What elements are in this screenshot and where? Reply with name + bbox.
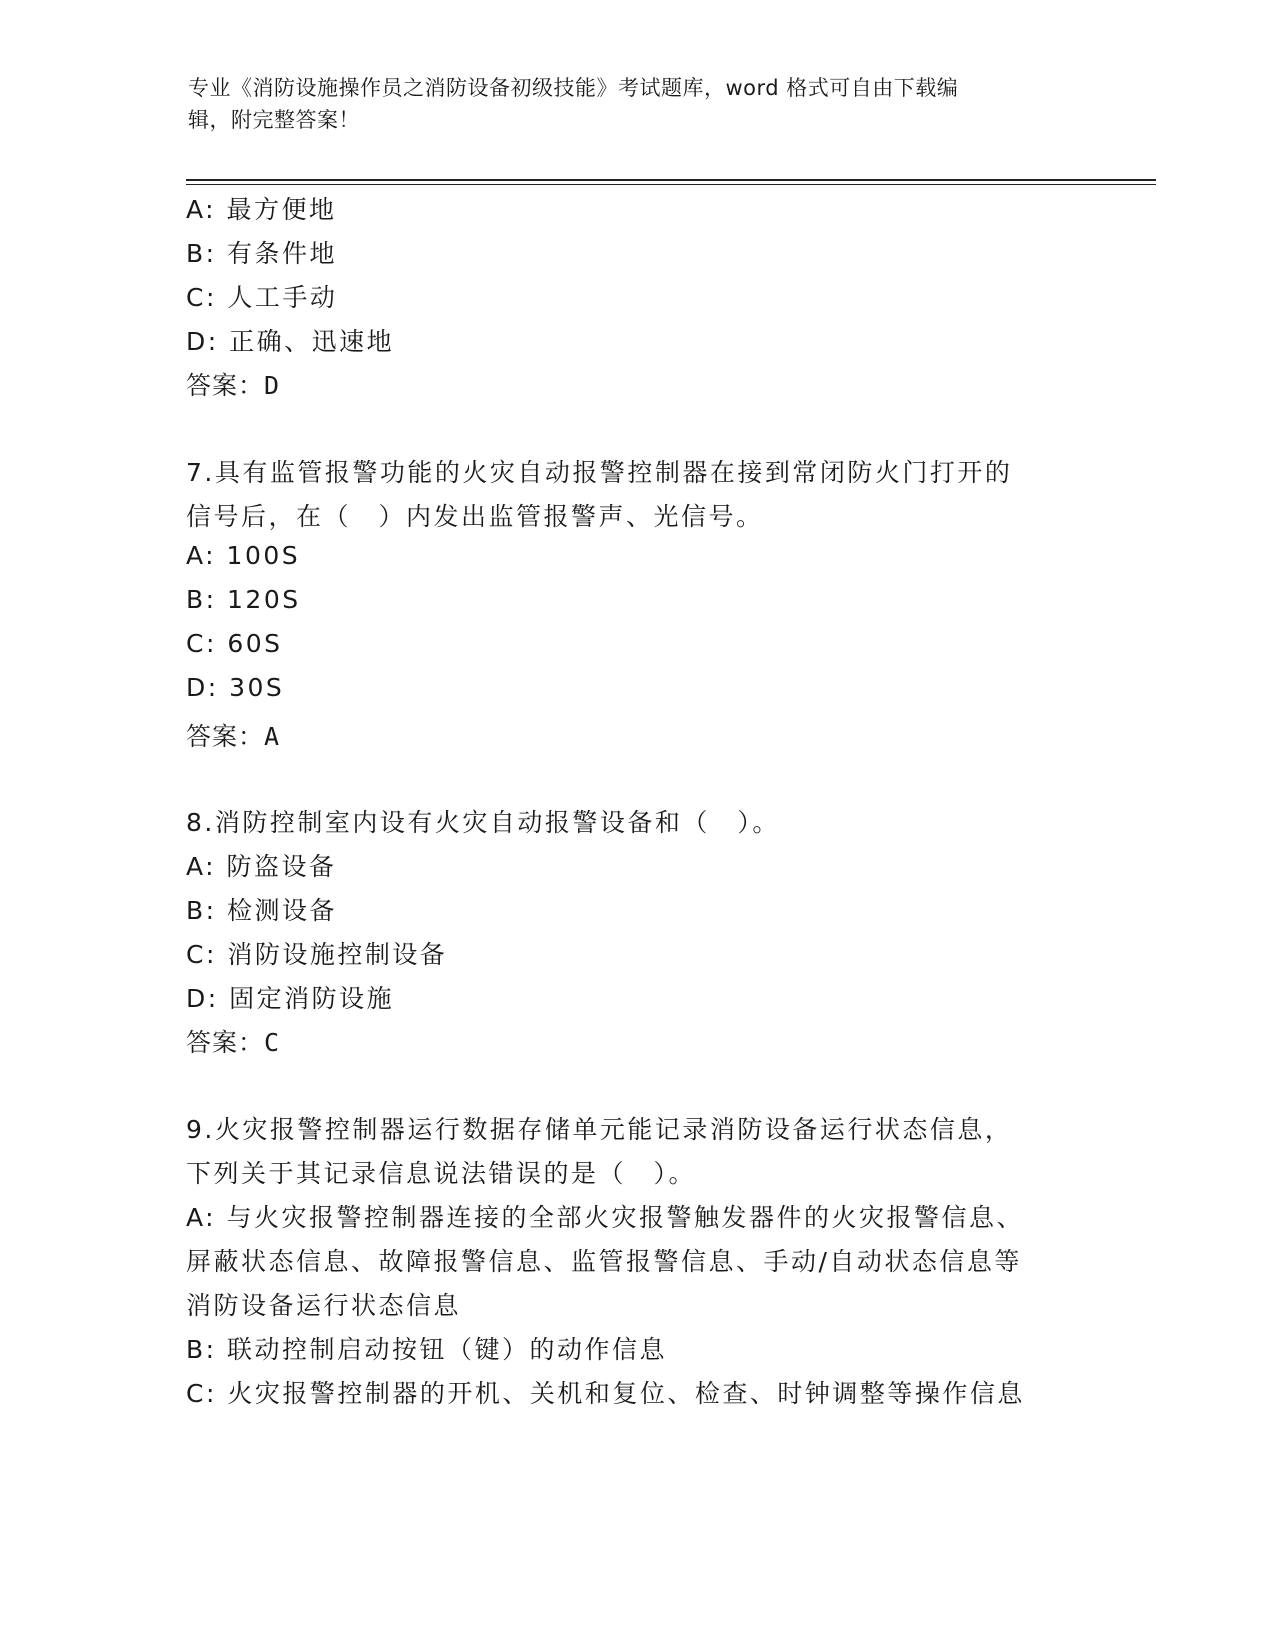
q7-option-b: B: 120S xyxy=(186,585,301,614)
q9-option-a-line-1: A: 与火灾报警控制器连接的全部火灾报警触发器件的火灾报警信息、 xyxy=(186,1203,1025,1232)
q8-option-c: C: 消防设施控制设备 xyxy=(186,940,448,969)
document-header xyxy=(188,72,1068,136)
q9-option-c: C: 火灾报警控制器的开机、关机和复位、检查、时钟调整等操作信息 xyxy=(186,1379,1025,1408)
header-line-2: 辑，附完整答案！ xyxy=(188,108,360,132)
q9-stem-line-1: 9.火灾报警控制器运行数据存储单元能记录消防设备运行状态信息， xyxy=(186,1115,1013,1144)
q9-option-b: B: 联动控制启动按钮（键）的动作信息 xyxy=(186,1335,668,1364)
q8-option-a: A: 防盗设备 xyxy=(186,852,337,881)
header-line-1: 专业《消防设施操作员之消防设备初级技能》考试题库，word 格式可自由下载编 xyxy=(188,76,959,100)
q8-option-b: B: 检测设备 xyxy=(186,896,338,925)
q9-option-a-line-3: 消防设备运行状态信息 xyxy=(186,1291,462,1320)
q6-option-b: B: 有条件地 xyxy=(186,239,338,268)
q6-option-c: C: 人工手动 xyxy=(186,283,338,312)
q6-option-d: D: 正确、迅速地 xyxy=(186,327,395,356)
q8-answer: 答案：C xyxy=(186,1028,281,1057)
q7-option-a: A: 100S xyxy=(186,541,301,570)
q7-option-c: C: 60S xyxy=(186,629,283,658)
q9-stem-line-2: 下列关于其记录信息说法错误的是（ ）。 xyxy=(186,1159,697,1188)
header-rule-thick xyxy=(186,179,1156,181)
q7-option-d: D: 30S xyxy=(186,673,285,702)
q6-answer: 答案：D xyxy=(186,371,281,400)
header-rule-thin xyxy=(186,184,1156,185)
q7-stem-line-1: 7.具有监管报警功能的火灾自动报警控制器在接到常闭防火门打开的 xyxy=(186,458,1013,487)
q9-option-a-line-2: 屏蔽状态信息、故障报警信息、监管报警信息、手动/自动状态信息等 xyxy=(186,1247,1022,1276)
q7-answer: 答案：A xyxy=(186,722,281,751)
q8-stem-line-1: 8.消防控制室内设有火灾自动报警设备和（ ）。 xyxy=(186,808,780,837)
q6-option-a: A: 最方便地 xyxy=(186,195,337,224)
q7-stem-line-2: 信号后，在（ ）内发出监管报警声、光信号。 xyxy=(186,502,764,531)
q8-option-d: D: 固定消防设施 xyxy=(186,984,395,1013)
